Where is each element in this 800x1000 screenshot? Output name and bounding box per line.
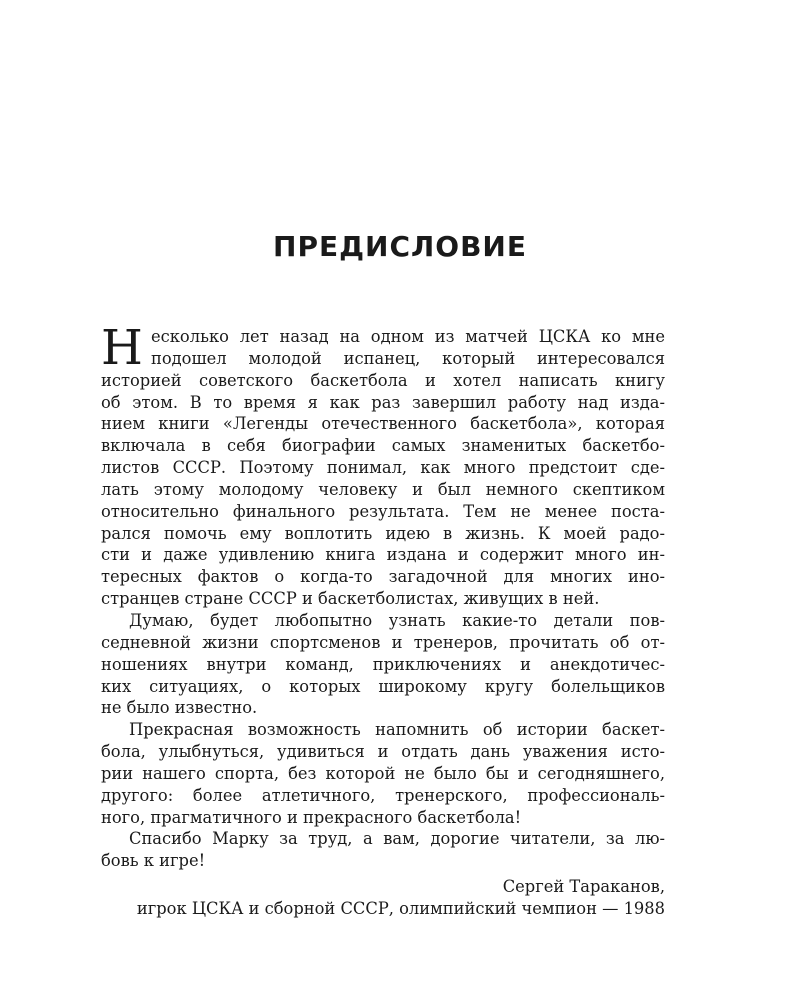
text-line: не было известно. (101, 698, 258, 718)
signature-name: Сергей Тараканов, (502, 877, 665, 896)
text-line: есколько лет назад на одном из матчей ЦСКА ко мне (151, 327, 665, 346)
text-line: сти и даже удивлению книга издана и содержит много ин- (101, 545, 665, 565)
text-line: Прекрасная возможность напомнить об истории баскет- (129, 720, 665, 740)
text-line: листов СССР. Поэтому понимал, как много предстоит сде- (101, 458, 665, 478)
text-line: включала в себя биографии самых знаменитых баскетбо- (101, 436, 665, 456)
text-line: рался помочь ему воплотить идею в жизнь. К моей радо- (101, 523, 665, 543)
text-line: рии нашего спорта, без которой не было бы и сегодняшнего, (101, 763, 665, 783)
signature-title: игрок ЦСКА и сборной СССР, олимпийский чемпион — 1988 (136, 898, 665, 918)
text-line: ношениях внутри команд, приключениях и анекдотичес- (101, 654, 665, 674)
text-line: лать этому молодому человеку и был немного скептиком (101, 479, 665, 499)
text-line: Спасибо Марку за труд, а вам, дорогие читатели, за лю- (129, 829, 665, 849)
text-line: тересных фактов о когда-то загадочной для многих ино- (101, 567, 665, 587)
text-line: бола, улыбнуться, удивиться и отдать дань уважения исто- (101, 742, 665, 762)
text-line: подошел молодой испанец, который интересовался (151, 348, 665, 368)
drop-cap: Н (101, 320, 143, 376)
text-line: Думаю, будет любопытно узнать какие-то детали пов- (129, 610, 665, 630)
text-line: об этом. В то время я как раз завершил работу над изда- (101, 392, 665, 412)
page-title: ПРЕДИСЛОВИЕ (273, 230, 527, 263)
signature (101, 876, 665, 920)
text-line: нием книги «Легенды отечественного баскетбола», которая (101, 414, 665, 434)
text-line: ких ситуациях, о которых широкому кругу болельщиков (101, 676, 665, 696)
text-line: странцев стране СССР и баскетболистах, живущих в ней. (101, 589, 600, 609)
text-line: седневной жизни спортсменов и тренеров, прочитать об от- (101, 632, 665, 652)
text-line: другого: более атлетичного, тренерского, профессиональ- (101, 785, 665, 805)
text-line: ного, прагматичного и прекрасного баскетбола! (101, 807, 522, 827)
body-text (101, 320, 665, 872)
text-line: бовь к игре! (101, 851, 206, 871)
text-line: историей советского баскетбола и хотел написать книгу (101, 370, 665, 390)
text-line: относительно финального результата. Тем не менее поста- (101, 501, 665, 521)
